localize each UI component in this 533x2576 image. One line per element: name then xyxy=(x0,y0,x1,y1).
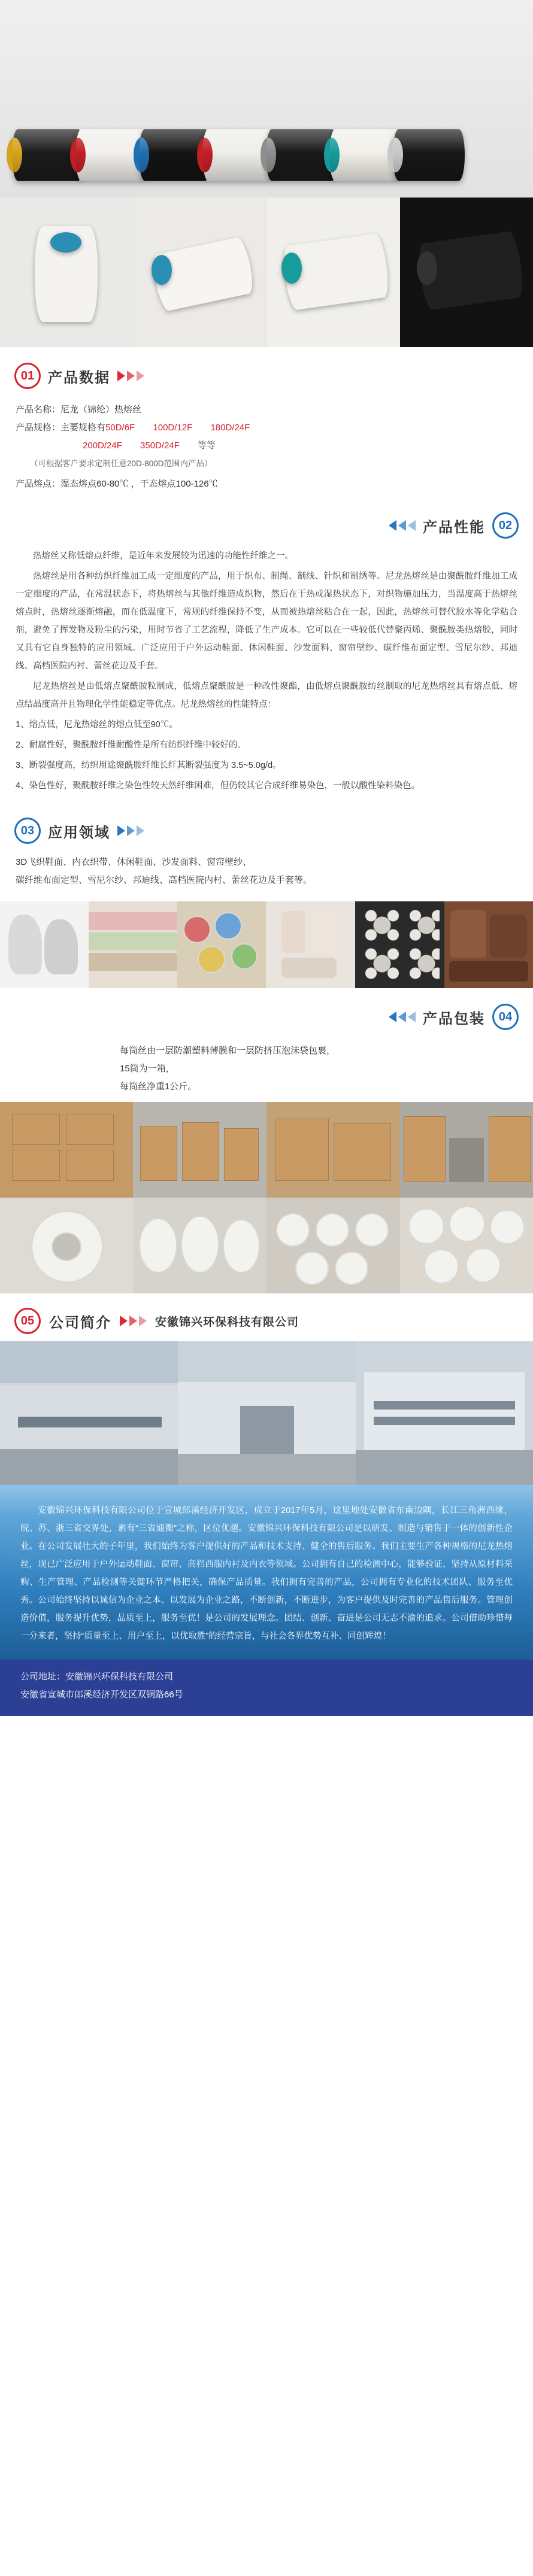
melting-point-value: 湿态熔点60-80℃ ，干态熔点100-126℃ xyxy=(60,479,218,489)
chevron-left-icon xyxy=(389,520,416,531)
packaging-line-3: 每筒丝净重1公斤。 xyxy=(120,1082,197,1092)
section-header-company xyxy=(0,1293,533,1341)
section-header-applications xyxy=(0,802,533,850)
section-title: 公司简介 xyxy=(49,1314,111,1331)
lace-pattern-photo xyxy=(355,901,444,988)
application-list xyxy=(0,850,533,898)
section-number-badge: 05 xyxy=(14,1308,41,1334)
company-address-row xyxy=(20,1668,513,1686)
packed-cones-row-photo xyxy=(133,1198,266,1293)
warehouse-pallets-photo xyxy=(133,1102,266,1198)
performance-paragraph-2: 热熔丝是用各种纺织纤维加工成一定细度的产品，用于织布、制绳、制线、针织和制绣等。尼龙热熔丝是由聚酰胺纤维加工成一定细度的产品，在常温状态下，将热熔丝与其他纤维造成织物，然后在干热或湿热状态下，对织物施加压力，当温度高于热熔丝熔点时，热熔丝逐渐熔融，而在低温度下，常规的纤维保持不变，从而被热熔丝粘合在一起，因此，热熔丝可替代胶水等化学粘合剂，避免了挥发物及粉尘的污染，用时节省了工艺流程，降低了生产成本。它可以在一些较低代替聚丙烯、聚酰胺类热熔胶，同时又具有它自身独特的应用领域。广泛应用于户外运动鞋面、休闲鞋面、沙发面料、窗帘壁纱、碳纤维布面定型、雪尼尔纱、邦迪线、高档医院内衬、蕾丝花边及手套。 xyxy=(16,572,517,671)
fabric-rolls-photo xyxy=(89,901,177,988)
product-name-value: 尼龙（锦纶）热熔丝 xyxy=(60,405,142,415)
underwear-straps-photo xyxy=(266,901,355,988)
contact-block xyxy=(0,1660,533,1716)
company-image-strip xyxy=(0,1341,533,1485)
performance-text xyxy=(0,545,533,802)
spec-value-5: 350D/24F xyxy=(140,441,180,451)
company-address-detail: 安徽省宣城市郎溪经济开发区双铜路66号 xyxy=(20,1690,183,1700)
performance-paragraph-1: 热熔丝又称低熔点纤维，是近年来发展较为迅速的功能性纤维之一。 xyxy=(33,551,293,561)
wrapped-cone-closeup-photo xyxy=(0,1198,133,1293)
performance-feature-4: 4、染色性好，聚酰胺纤维之染色性较天然纤维困难，但仍较其它合成纤维易染色，一般以酸性染料染色。 xyxy=(16,781,420,791)
product-spec-values-line1 xyxy=(105,419,265,437)
product-spec-row xyxy=(16,419,517,437)
packaging-line-1: 每筒丝由一层防潮塑料薄膜和一层防挤压泡沫袋包裹， xyxy=(120,1046,336,1056)
factory-gate-photo xyxy=(178,1341,356,1485)
hero-cone-7 xyxy=(393,129,465,181)
section-title: 产品性能 xyxy=(423,519,485,536)
melting-point-label: 产品熔点： xyxy=(16,479,61,489)
product-spec-label: 产品规格：主要规格有 xyxy=(16,423,106,433)
flyknit-shoe-upper-photo xyxy=(0,901,89,988)
section-title: 应用领域 xyxy=(48,824,110,841)
chevron-right-icon xyxy=(120,1316,147,1326)
company-address-label: 公司地址： xyxy=(20,1672,66,1682)
white-thread-cone-photo xyxy=(0,198,134,347)
section-title: 产品包装 xyxy=(423,1010,485,1027)
spec-value-1: 50D/6F xyxy=(105,423,135,433)
section-header-product-data xyxy=(0,347,533,395)
section-header-packaging xyxy=(0,988,533,1036)
packaging-text xyxy=(120,1036,533,1102)
product-spec-note: （可根据客户要求定制任意20D-800D范围内产品） xyxy=(30,459,213,468)
application-line-1: 3D飞织鞋面、内衣织带、休闲鞋面、沙发面料、窗帘壁纱、 xyxy=(16,857,252,867)
cone-tops-grid-photo xyxy=(400,1198,533,1293)
chevron-left-icon xyxy=(389,1011,416,1022)
application-line-2: 碳纤维布面定型、雪尼尔纱、邦迪线、高档医院内村、蕾丝花边及手套等。 xyxy=(16,875,313,885)
office-building-photo xyxy=(356,1341,533,1485)
carton-boxes-stack-photo xyxy=(0,1102,133,1198)
product-name-row xyxy=(16,401,517,419)
spec-value-3: 180D/24F xyxy=(210,423,250,433)
company-introduction-paragraph: 安徽锦兴环保科技有限公司位于宣城郎溪经济开发区，成立于2017年5月，这里地处安徽省东南边隅，长江三角洲西缘，皖、苏、浙三省交界处，素有“三省通衢”之称，区位优越。安徽锦兴环保科技有限公司是以研发、制造与销售于一体的创新性企业。在公司发展壮大的子年里，我们始终为客户提供好的产品和技术支持、健全的售后服务。我们主要生产各种规格的尼龙热熔丝，现已广泛应用于户外运动鞋面、窗帘、高档西服内衬及内衣等领域。公司拥有自己的检测中心，能够验证、坚持从原材料采购、生产管理、产品检测等关键环节严格把关，确保产品质量。我们拥有完善的产品，公司拥有专业化的技术团队、服务至优秀。公司始终坚持以诚信为企业之本、以发展为企业之路，不断创新，不断进步，为客户提供及时完善的产品售后服务。管理创造价值，服务提升优势，品质至上，服务至优！是公司的发展理念。团结、创新、奋进是公司无志不渝的追求。公司借助珍惜每一分来者，坚持“质量至上、用户至上，以优取胜”的经营宗旨，与社会各界优势互补、同创辉煌！ xyxy=(20,1506,513,1641)
section-title: 产品数据 xyxy=(48,369,110,386)
section-number-badge: 02 xyxy=(492,512,519,539)
performance-paragraph-3: 尼龙热熔丝是由低熔点聚酰胺粒制成，低熔点聚酰胺是一种改性聚酯，由低熔点聚酰胺纺丝制取的尼龙热熔丝具有熔点低、熔点结晶度高并且物理化学性能稳定等优点。尼龙热熔丝的性能特点： xyxy=(16,682,517,709)
application-image-strip xyxy=(0,901,533,988)
section-number-badge: 03 xyxy=(14,818,41,844)
teal-core-thread-cone-photo xyxy=(267,198,400,347)
spec-value-6: 等等 xyxy=(198,441,216,451)
product-data-block xyxy=(0,395,533,497)
section-number-badge: 01 xyxy=(14,363,41,389)
spec-value-4: 200D/24F xyxy=(83,441,122,451)
company-introduction xyxy=(0,1485,533,1660)
product-spec-values-line2 xyxy=(16,437,517,455)
section-number-badge: 04 xyxy=(492,1004,519,1030)
chevron-right-icon xyxy=(117,370,144,381)
factory-building-front-photo xyxy=(0,1341,178,1485)
white-thread-cone-tilted-photo xyxy=(134,198,267,347)
hero-cone-row xyxy=(12,129,456,181)
packaging-image-grid xyxy=(0,1102,533,1293)
product-photo-strip xyxy=(0,198,533,347)
cones-in-carton-photo xyxy=(266,1198,400,1293)
warehouse-aisle-photo xyxy=(400,1102,533,1198)
company-name: 安徽锦兴环保科技有限公司 xyxy=(155,1316,299,1329)
product-name-label: 产品名称： xyxy=(16,405,61,415)
colored-ribbon-rolls-photo xyxy=(177,901,266,988)
packaging-line-2: 15筒为一箱， xyxy=(120,1064,175,1074)
section-header-performance xyxy=(0,497,533,545)
performance-feature-1: 1、熔点低，尼龙热熔丝的熔点低至90℃。 xyxy=(16,720,178,730)
company-address-value: 安徽锦兴环保科技有限公司 xyxy=(65,1672,174,1682)
warehouse-cartons-photo xyxy=(266,1102,400,1198)
hero-banner xyxy=(0,0,533,198)
leather-car-seat-photo xyxy=(444,901,533,988)
performance-feature-2: 2、耐腐性好，聚酰胺纤维耐酸性是所有纺织纤维中较好的。 xyxy=(16,740,247,750)
chevron-right-icon xyxy=(117,825,144,836)
spec-value-2: 100D/12F xyxy=(153,423,193,433)
black-thread-cone-photo xyxy=(400,198,533,347)
melting-point-row xyxy=(16,475,517,493)
performance-feature-3: 3、断裂强度高，纺织用途聚酰胺纤维长纤其断裂强度为 3.5~5.0g/d。 xyxy=(16,761,281,770)
